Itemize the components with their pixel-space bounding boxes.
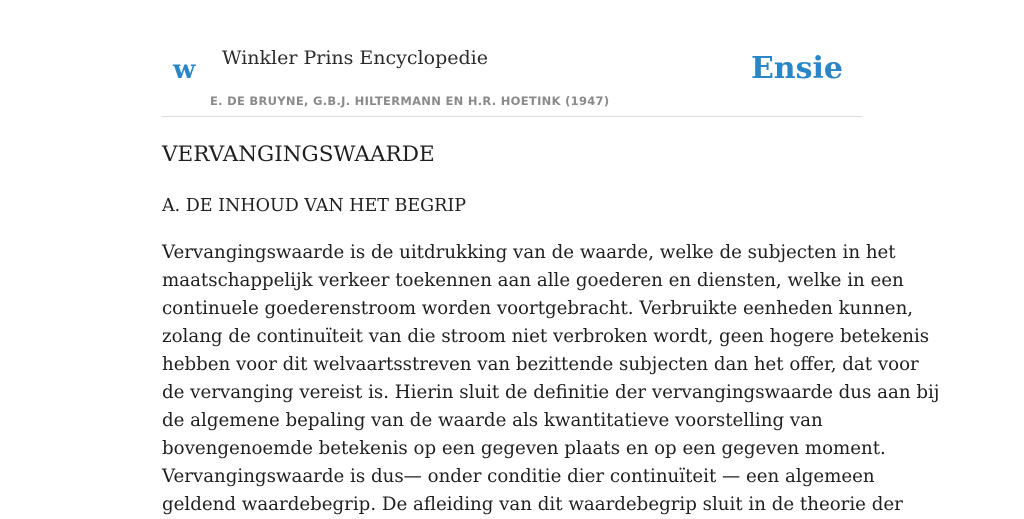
section-heading: A. DE INHOUD VAN HET BEGRIP (162, 196, 467, 216)
authors-line: E. DE BRUYNE, G.B.J. HILTERMANN EN H.R. HOETINK (1947) (210, 94, 610, 108)
body-line: de vervanging vereist is. Hierin sluit de definitie der vervangingswaarde dus aan bij (162, 382, 940, 403)
winkler-prins-logo[interactable]: w (173, 55, 196, 85)
body-line: bovengenoemde betekenis op een gegeven plaats en op een gegeven moment. (162, 438, 886, 459)
body-line: maatschappelijk verkeer toekennen aan alle goederen en diensten, welke in een (162, 270, 904, 291)
body-line: Vervangingswaarde is dus— onder conditie dier continuïteit — een algemeen (162, 466, 875, 487)
body-line: zolang de continuïteit van die stroom niet verbroken wordt, geen hogere betekenis (162, 326, 930, 347)
article-title: VERVANGINGSWAARDE (162, 142, 435, 167)
body-line: geldend waardebegrip. De afleiding van dit waardebegrip sluit in de theorie der (162, 494, 903, 515)
body-line: de algemene bepaling van de waarde als kwantitatieve voorstelling van (162, 410, 823, 431)
body-line: hebben voor dit welvaartsstreven van bezittende subjecten dan het offer, dat voor (162, 354, 919, 375)
site-header (162, 0, 862, 117)
body-line: continuele goederenstroom worden voortgebracht. Verbruikte eenheden kunnen, (162, 298, 914, 319)
article-body (162, 239, 940, 519)
body-line: Vervangingswaarde is de uitdrukking van de waarde, welke de subjecten in het (162, 242, 896, 263)
page (162, 0, 940, 515)
site-title[interactable]: Winkler Prins Encyclopedie (222, 47, 488, 69)
ensie-logo[interactable]: Ensie (750, 51, 843, 86)
